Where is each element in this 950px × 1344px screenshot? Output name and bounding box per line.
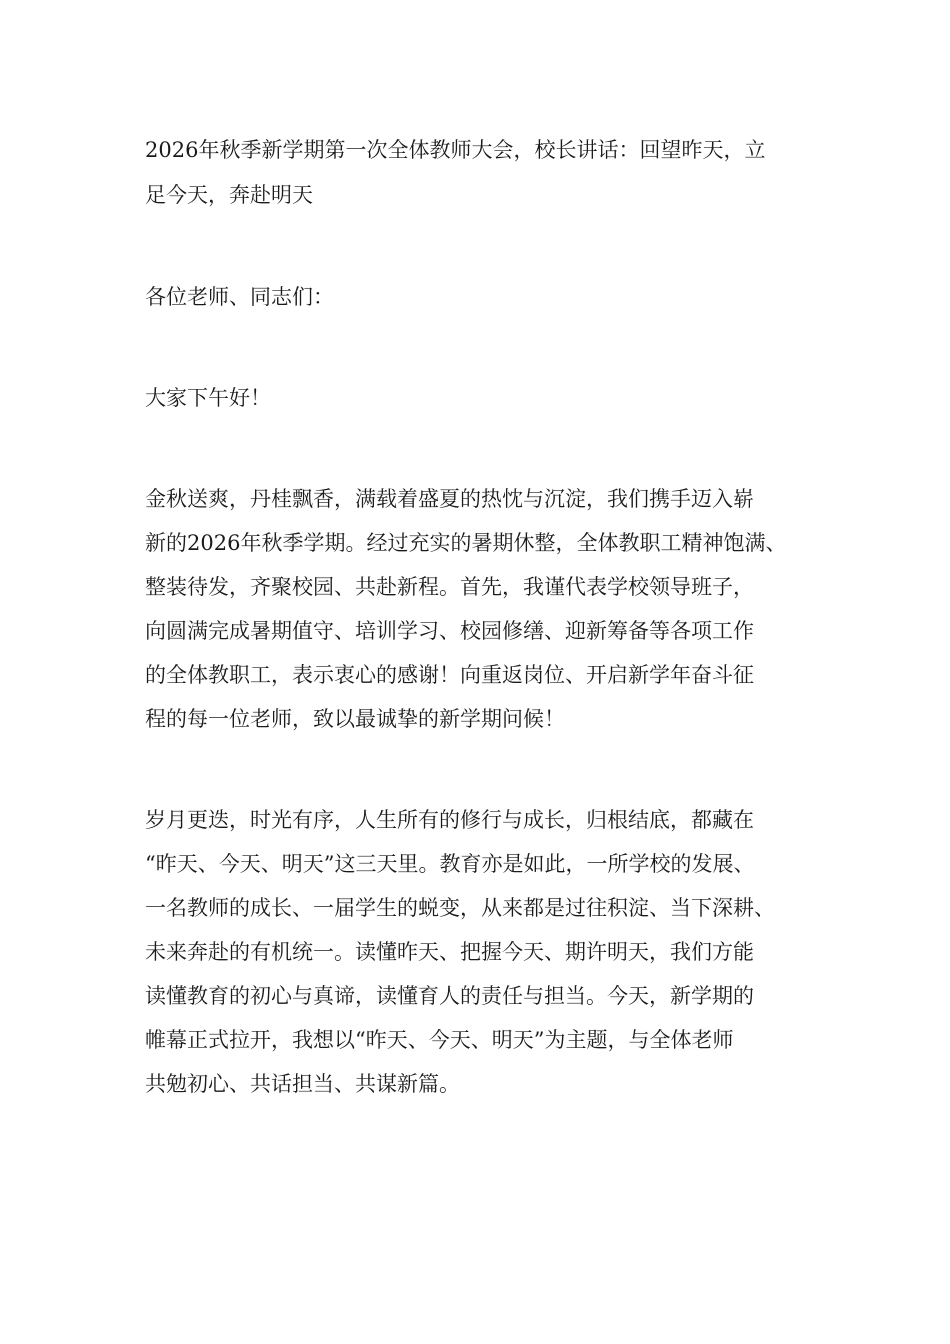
salutation: 各位老师、同志们： (145, 285, 334, 309)
paragraph-opening: 金秋送爽，丹桂飘香，满载着盛夏的热忱与沉淀，我们携手迈入崭 新的2026年秋季学期。经过充实的暑期休整，全体教职工精神饱满、 整装待发，齐聚校园、共赴新程。首先，我谨代表学校领导班子， 向圆满完成暑期值守、培训学习、校园修缮、迎新筹备等各项工作 的全体教职工，表示衷心的感谢！向重返岗位、开启新学年奋斗征 程的每一位老师，致以最诚挚的新学期问候！ (145, 487, 787, 731)
paragraph-theme: 岁月更迭，时光有序，人生所有的修行与成长，归根结底，都藏在 “昨天、今天、明天”这三天里。教育亦是如此，一所学校的发展、 一名教师的成长、一届学生的蜕变，从来都是过往积淀、当下深耕、 未来奔赴的有机统一。读懂昨天、把握今天、期许明天，我们方能 读懂教育的初心与真谛，读懂育人的责任与担当。今天，新学期的 帷幕正式拉开，我想以“昨天、今天、明天”为主题，与全体老师 共勉初心、共话担当、共谋新篇。 (145, 808, 775, 1096)
document-title: 2026年秋季新学期第一次全体教师大会，校长讲话：回望昨天，立 足今天，奔赴明天 (145, 138, 766, 207)
greeting: 大家下午好！ (145, 386, 271, 410)
document-body (145, 128, 820, 1163)
